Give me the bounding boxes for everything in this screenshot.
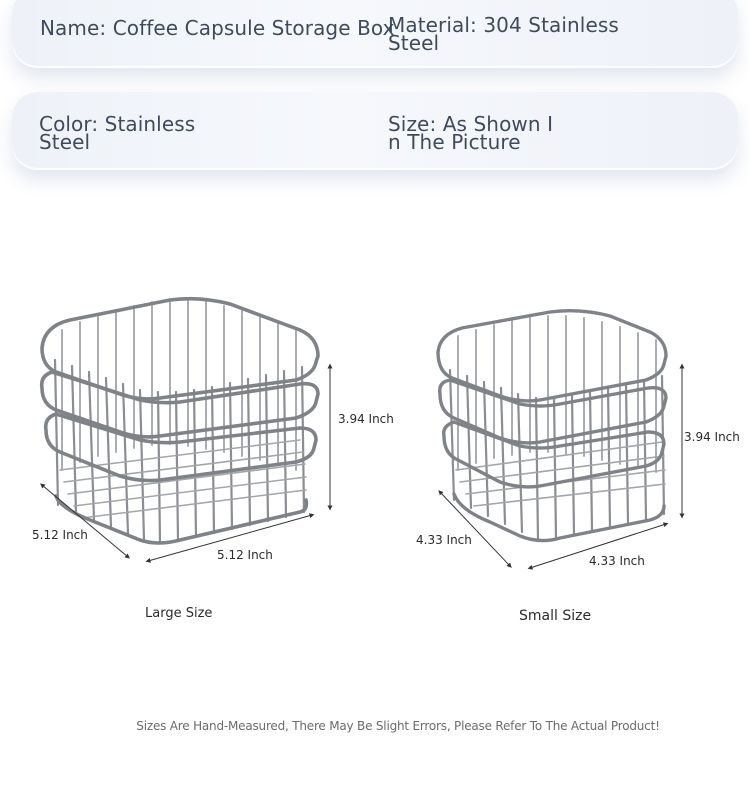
small-height-label: 3.94 Inch <box>684 430 740 444</box>
spec-material-line2: Steel <box>388 31 440 55</box>
large-basket-image <box>42 299 318 543</box>
large-height-label: 3.94 Inch <box>338 412 394 426</box>
spec-color-line1: Color: Stainless <box>39 112 196 136</box>
measurement-disclaimer: Sizes Are Hand-Measured, There May Be Slight Errors, Please Refer To The Actual Product! <box>136 719 660 733</box>
large-depth-label: 5.12 Inch <box>32 528 88 542</box>
small-depth-label: 4.33 Inch <box>416 533 472 547</box>
spec-color-line2: Steel <box>39 130 91 154</box>
large-width-label: 5.12 Inch <box>217 548 273 562</box>
spec-size-line1: Size: As Shown I <box>388 112 554 136</box>
spec-name: Name: Coffee Capsule Storage Box <box>40 16 395 40</box>
spec-size-line2: n The Picture <box>388 130 521 154</box>
spec-material-line1: Material: 304 Stainless <box>388 13 619 37</box>
large-size-caption: Large Size <box>145 606 213 621</box>
small-width-label: 4.33 Inch <box>589 554 645 568</box>
small-basket-image <box>438 311 666 541</box>
small-size-caption: Small Size <box>519 608 592 624</box>
